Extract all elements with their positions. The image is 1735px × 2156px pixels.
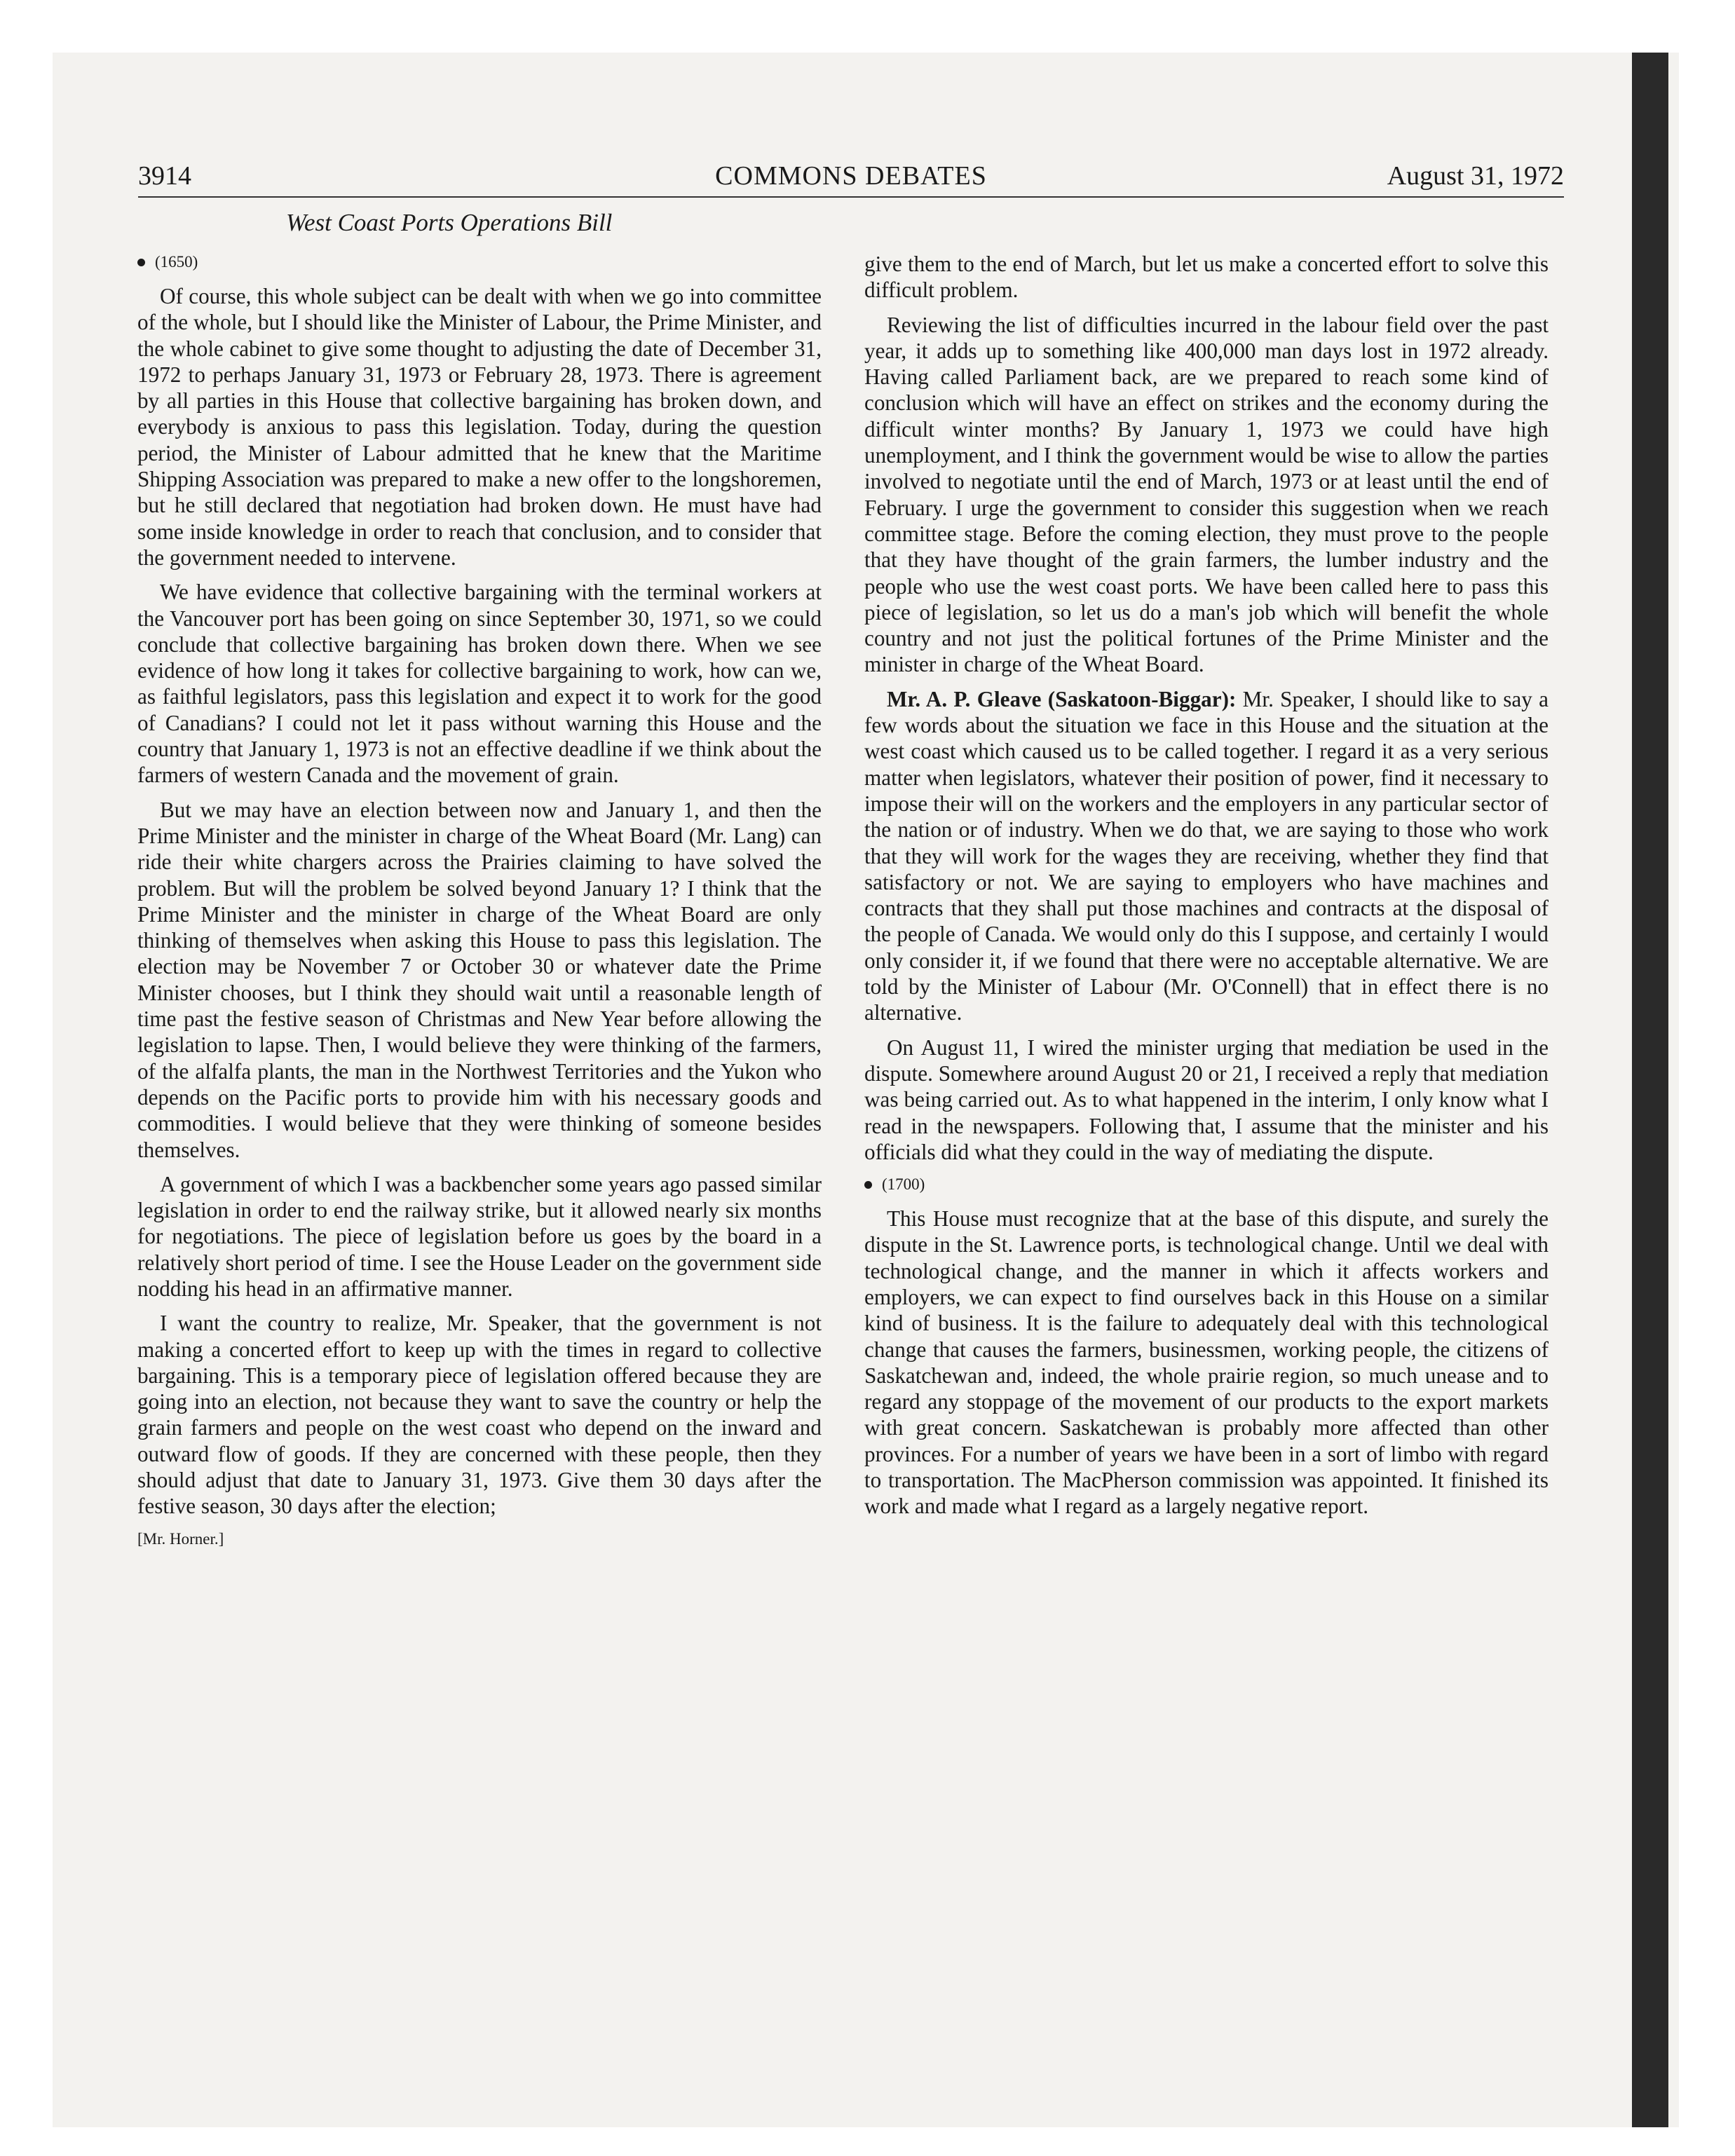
bullet-icon <box>137 259 145 266</box>
page-date: August 31, 1972 <box>1387 161 1564 191</box>
left-column <box>137 251 822 1550</box>
paragraph: On August 11, I wired the minister urging that mediation be used in the dispute. Somewhere around August 20 or 21, I received a reply that mediation was being carried out. As to what happened in the interim, I only know what I read in the newspapers. Following that, I assume that the minister and his officials did what they could in the way of mediating the dispute. <box>864 1035 1549 1164</box>
publication-title: COMMONS DEBATES <box>715 161 987 191</box>
right-column <box>864 251 1549 1528</box>
time-marker-text: (1650) <box>155 253 198 271</box>
speaker-text: Mr. Speaker, I should like to say a few words about the situation we face in this House and the situation at the west coast which caused us to be called together. I regard it as a very serious matter when legislators, whatever their position of power, find it necessary to impose their will on the workers and the employers in any particular sector of the nation or of industry. When we do that, we are saying to those who work that they will work for the wages they are receiving, whether they find that satisfactory or not. We are saying to employers who have machines and contracts that they shall put those machines and contracts at the disposal of the people of Canada. We would only do this I suppose, and certainly I would only consider it, if we found that there were no acceptable alternative. We are told by the Minister of Labour (Mr. O'Connell) that in effect there is no alternative. <box>864 686 1549 1025</box>
paragraph: Reviewing the list of difficulties incurred in the labour field over the past year, it adds up to something like 400,000 man days lost in 1972 already. Having called Parliament back, are we prepared to reach some kind of conclusion which will have an effect on strikes and the economy during the difficult winter months? By January 1, 1973 we could have high unemployment, and I think the government would be wise to allow the parties involved to negotiate until the end of March, 1973 or at least until the end of February. I urge the government to consider this suggestion when we reach committee stage. Before the coming election, they must prove to the people that they have thought of the grain farmers, the lumber industry and the people who use the west coast ports. We have been called here to pass this piece of legislation, so let us do a man's job which will benefit the whole country and not just the political fortunes of the Prime Minister and the minister in charge of the Wheat Board. <box>864 312 1549 677</box>
running-title: West Coast Ports Operations Bill <box>286 209 613 236</box>
time-marker <box>864 1173 1549 1196</box>
time-marker <box>137 251 822 273</box>
page-header <box>138 158 1564 198</box>
paragraph: Of course, this whole subject can be dealt with when we go into committee of the whole, but I should like the Minister of Labour, the Prime Minister, and the whole cabinet to give some thought to adjusting the date of December 31, 1972 to perhaps January 31, 1973 or February 28, 1973. There is agreement by all parties in this House that collective bargaining has broken down, and everybody is anxious to pass this legislation. Today, during the question period, the Minister of Labour admitted that he knew that the Maritime Shipping Association was prepared to make a new offer to the longshoremen, but he still declared that negotiation had broken down. He must have had some inside knowledge in order to reach that conclusion, and to consider that the government needed to intervene. <box>137 284 822 570</box>
bullet-icon <box>864 1181 872 1189</box>
paragraph: I want the country to realize, Mr. Speaker, that the government is not making a concerted effort to keep up with the times in regard to collective bargaining. This is a temporary piece of legislation offered because they are going into an election, not because they want to save the country or help the grain farmers and people on the west coast who depend on the inward and outward flow of goods. If they are concerned with these people, then they should adjust that date to January 31, 1973. Give them 30 days after the festive season, 30 days after the election; <box>137 1311 822 1519</box>
paragraph: But we may have an election between now and January 1, and then the Prime Minister and the minister in charge of the Wheat Board (Mr. Lang) can ride their white chargers across the Prairies claiming to have solved the problem. But will the problem be solved beyond January 1? I think that the Prime Minister and the minister in charge of the Wheat Board are only thinking of themselves when asking this House to pass this legislation. The election may be November 7 or October 30 or whatever date the Prime Minister chooses, but I think they should wait until a reasonable length of time past the festive season of Christmas and New Year before allowing the legislation to lapse. Then, I would believe they were thinking of the farmers, of the alfalfa plants, the man in the Northwest Territories and the Yukon who depends on the Pacific ports to provide him with his necessary goods and commodities. I would believe that they were thinking of someone besides themselves. <box>137 797 822 1162</box>
paragraph: We have evidence that collective bargaining with the terminal workers at the Vancouver port has been going on since September 30, 1971, so we could conclude that collective bargaining has broken down there. When we see evidence of how long it takes for collective bargaining to work, how can we, as faithful legislators, pass this legislation and expect it to work for the good of Canadians? I could not let it pass without warning this House and the country that January 1, 1973 is not an effective deadline if we think about the farmers of western Canada and the movement of grain. <box>137 580 822 788</box>
speaker-attribution: [Mr. Horner.] <box>137 1529 224 1548</box>
paragraph: A government of which I was a backbencher some years ago passed similar legislation in order to end the railway strike, but it allowed nearly six months for negotiations. The piece of legislation before us goes by the board in a relatively short period of time. I see the House Leader on the government side nodding his head in an affirmative manner. <box>137 1171 822 1301</box>
speaker-paragraph <box>864 686 1549 1026</box>
scan-edge-shadow <box>1632 53 1668 2127</box>
time-marker-text: (1700) <box>882 1175 925 1194</box>
speaker-name: Mr. A. P. Gleave (Saskatoon-Biggar): <box>887 686 1237 711</box>
paragraph: This House must recognize that at the base of this dispute, and surely the dispute in the St. Lawrence ports, is technological change. Until we deal with technological change, and the manner in which it affects workers and employers, we can expect to find ourselves back in this House on a similar kind of business. It is the failure to adequately deal with this technological change that causes the farmers, businessmen, working people, the citizens of Saskatchewan and, indeed, the whole prairie region, so much unease and to regard any stoppage of the movement of our products to the export markets with great concern. Saskatchewan is probably more affected than other provinces. For a number of years we have been in a sort of limbo with regard to transportation. The MacPherson commission was appointed. It finished its work and made what I regard as a largely negative report. <box>864 1206 1549 1519</box>
paragraph: give them to the end of March, but let us make a concerted effort to solve this difficult problem. <box>864 252 1549 303</box>
page-number: 3914 <box>138 161 191 191</box>
